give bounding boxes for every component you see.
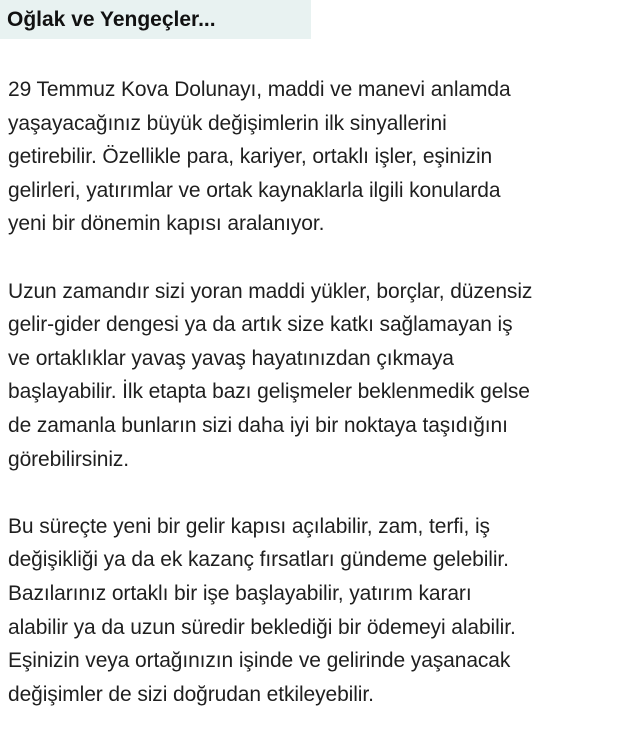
section-title: Oğlak ve Yengeçler... — [7, 8, 216, 31]
paragraph: 29 Temmuz Kova Dolunayı, maddi ve manevi anlamda yaşayacağınız büyük değişimlerin ilk sinyallerini getirebilir. Özellikle para, kariyer, ortaklı işler, eşinizin gelirleri, yatırımlar ve ortak kaynaklarla ilgili konularda yeni bir dönemin kapısı aralanıyor. — [8, 78, 511, 236]
paragraph: Bu süreçte yeni bir gelir kapısı açılabilir, zam, terfi, iş değişikliği ya da ek kazanç fırsatları gündeme gelebilir. Bazılarınız ortaklı bir işe başlayabilir, yatırım kararı alabilir ya da uzun süredir beklediği bir ödemeyi alabilir. Eşinizin veya ortağınızın işinde ve gelirinde yaşanacak değişimler de sizi doğrudan etkileyebilir. — [8, 514, 516, 706]
title-bar — [0, 0, 311, 39]
paragraph: Uzun zamandır sizi yoran maddi yükler, borçlar, düzensiz gelir-gider dengesi ya da artık size katkı sağlamayan iş ve ortaklıklar yavaş yavaş hayatınızdan çıkmaya başlayabilir. İlk etapta bazı gelişmeler beklenmedik gelse de zamanla bunların sizi daha iyi bir noktaya taşıdığını görebilirsiniz. — [8, 279, 533, 471]
article-body — [8, 73, 624, 745]
